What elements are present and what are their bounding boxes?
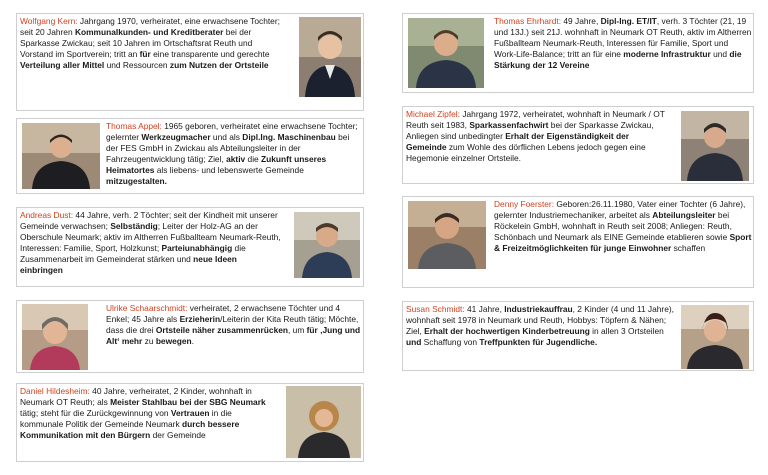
bio-text: ; Leiter der Holz-AG an der Oberschule Neumark; aktiv im Altherren Fußballteam Neumark-Reuth, Interessen: Familie, Sport, Holzkunst; [20, 221, 281, 253]
bio-highlight: Kommunalkunden- und Kreditberater [74, 27, 224, 37]
bio-highlight: aktiv [226, 154, 246, 164]
bio-highlight: die Stärkung der 12 Vereine [494, 49, 742, 70]
candidate-name: Michael Zipfel: [406, 109, 460, 119]
bio-highlight: Verteilung aller Mittel [20, 60, 105, 70]
candidate-photo [22, 304, 88, 370]
bio-highlight: durch bessere Kommunikation mit den Bürgern [20, 419, 240, 440]
candidate-name: Susan Schmidt: [406, 304, 465, 314]
bio-text: und [710, 49, 730, 59]
candidate-text [20, 16, 285, 71]
bio-highlight: Erhalt der hochwertigen Kinderbetreuung [424, 326, 590, 336]
bio-highlight: Dipl-Ing. ET/IT [600, 16, 657, 26]
bio-highlight: Treffpunkten für Jugendliche. [479, 337, 598, 347]
candidate-card-zipfel [402, 106, 754, 184]
bio-highlight: bewegen [155, 336, 192, 346]
candidate-name: Thomas Ehrhardt: [494, 16, 562, 26]
candidate-name: Ulrike Schaarschmidt: [106, 303, 188, 313]
bio-highlight: Erzieherin [179, 314, 221, 324]
bio-highlight: zum Nutzen der Ortsteile [169, 60, 269, 70]
bio-text: bei Röckelein GmbH, wohnhaft in Reuth seit 2008; Anliegen: Reuth, Schönbach und Neumark als EINE Gemeinde etablieren sowie [494, 210, 732, 242]
bio-text: Jahrgang 1970, verheiratet, eine erwachsene Tochter; seit 20 Jahren [20, 16, 280, 37]
bio-highlight: mitzugestalten. [106, 176, 167, 186]
candidate-card-dust [16, 207, 364, 287]
bio-text: 40 Jahre, verheiratet, 2 Kinder, wohnhaft in Neumark OT Reuth; als [20, 386, 252, 407]
bio-highlight: Zukunft unseres Heimatortes [106, 154, 327, 175]
candidate-card-ehrhardt [402, 13, 754, 93]
candidate-text [494, 199, 752, 254]
bio-text: tätig; steht für die Zurückgewinnung von [20, 408, 171, 418]
bio-text: zu [142, 336, 156, 346]
bio-text: , 2 Kinder (4 und 11 Jahre), wohnhaft seit 1978 in Neumark und Reuth, Hobbys: Töpfern & Nähen; Ziel, [406, 304, 674, 336]
bio-text: und Ressourcen [104, 60, 170, 70]
bio-text: . [191, 336, 194, 346]
bio-highlight: Erhalt der Eigenständigkeit der Gemeinde [406, 131, 629, 152]
bio-text: , um [288, 325, 307, 335]
bio-highlight: Industriekauffrau [504, 304, 573, 314]
candidate-photo [299, 17, 361, 97]
bio-highlight: und [406, 337, 422, 347]
bio-text: und als [210, 132, 243, 142]
bio-highlight: Werkzeugmacher [141, 132, 211, 142]
bio-text: bei der Sparkasse Zwickau, Anliegen sind unbedingter [406, 120, 654, 141]
candidate-name: Andreas Dust: [20, 210, 74, 220]
bio-highlight: Ortsteile näher zusammenrücken [155, 325, 289, 335]
candidate-text [20, 386, 276, 441]
bio-text: als liebens- und lebenswerte Gemeinde [154, 165, 304, 175]
bio-highlight: moderne Infrastruktur [623, 49, 711, 59]
bio-highlight: Meister Stahlbau bei der SBG Neumark [110, 397, 266, 407]
bio-text: der Gemeinde [150, 430, 206, 440]
bio-highlight: Dipl.Ing. Maschinenbau [242, 132, 336, 142]
bio-highlight: Vertrauen [170, 408, 210, 418]
bio-text: eine transparente und gerechte [150, 49, 270, 59]
bio-text: bei der FES GmbH in Zwickau als Abteilungsleiter in der Fahrzeugentwicklung tätig; Ziel, [106, 132, 350, 164]
bio-text: , verh. 3 Töchter (21, 19 und 13J.) seit 21J. wohnhaft in Neumark OT Reuth, aktiv im Altherren Fußballteam Neumark-Reuth, Interessen für Familie, Sport und Work-Life-Balance; tritt an für eine [494, 16, 752, 59]
bio-highlight: Selbständig [110, 221, 158, 231]
candidate-photo [681, 305, 749, 369]
candidate-name: Denny Foerster: [494, 199, 555, 209]
candidate-name: Daniel Hildesheim: [20, 386, 90, 396]
bio-text: bei der Sparkasse Zwickau; seit 10 Jahren im Ortschaftsrat Reuth und Vorstand im Sportverein; tritt an [20, 27, 253, 59]
candidate-text [20, 210, 282, 276]
bio-text: Jahrgang 1972, verheiratet, wohnhaft in Neumark / OT Reuth seit 1983, [406, 109, 665, 130]
candidate-text [406, 304, 676, 348]
candidate-photo [408, 18, 484, 88]
bio-text: zum Wohle des dörflichen Lebens jedoch gegen eine Hegemonie einzelner Ortsteile. [406, 142, 646, 163]
bio-text: die [245, 154, 262, 164]
candidate-text [406, 109, 671, 164]
candidate-text [106, 303, 362, 347]
bio-highlight: neue Ideen einbringen [20, 254, 237, 275]
bio-text: Geboren:26.11.1980, Vater einer Tochter (6 Jahre), gelernter Industriemechaniker, arbeitet als [494, 199, 746, 220]
candidate-photo [22, 123, 100, 189]
bio-highlight: Abteilungsleiter [652, 210, 716, 220]
candidate-photo [681, 111, 749, 181]
candidate-card-appel [16, 118, 364, 194]
candidate-text [106, 121, 362, 187]
bio-text: Schaffung von [421, 337, 480, 347]
bio-text: in allen 3 Ortsteilen [589, 326, 664, 336]
bio-text: 41 Jahre, [464, 304, 505, 314]
bio-highlight: Sparkassenfachwirt [469, 120, 549, 130]
bio-highlight: für ‚Jung und Alt‘ mehr [106, 325, 361, 346]
candidate-card-schmidt [402, 301, 754, 371]
bio-highlight: Sport & Freizeitmöglichkeiten für junge Einwohner [494, 232, 752, 253]
bio-text: verheiratet, 2 erwachsene Töchter und 4 Enkel; 45 Jahre als [106, 303, 340, 324]
bio-text: in die kommunale Politik der Gemeinde Neumark [20, 408, 232, 429]
candidate-text [494, 16, 752, 71]
candidate-name: Thomas Appel: [106, 121, 162, 131]
candidate-card-hildesheim [16, 383, 364, 462]
candidate-photo [408, 201, 486, 269]
candidate-photo [286, 386, 361, 458]
bio-text: schaffen [671, 243, 706, 253]
candidate-card-foerster [402, 196, 754, 288]
bio-text: 49 Jahre, [561, 16, 601, 26]
candidate-card-kern [16, 13, 364, 111]
candidate-photo [294, 212, 360, 278]
bio-text: /Leiterin der Kita Reuth tätig; Möchte, dass die drei [106, 314, 359, 335]
candidate-card-schaarschmidt [16, 300, 364, 373]
bio-highlight: für [139, 49, 151, 59]
candidate-name: Wolfgang Kern: [20, 16, 78, 26]
bio-text: 1965 geboren, verheiratet eine erwachsene Tochter; gelernter [106, 121, 358, 142]
bio-text: die Zusammenarbeit im Gemeinderat stärken und [20, 243, 246, 264]
bio-highlight: Parteiunabhängig [161, 243, 233, 253]
bio-text: 44 Jahre, verh. 2 Töchter; seit der Kindheit mit unserer Gemeinde verwachsen; [20, 210, 278, 231]
